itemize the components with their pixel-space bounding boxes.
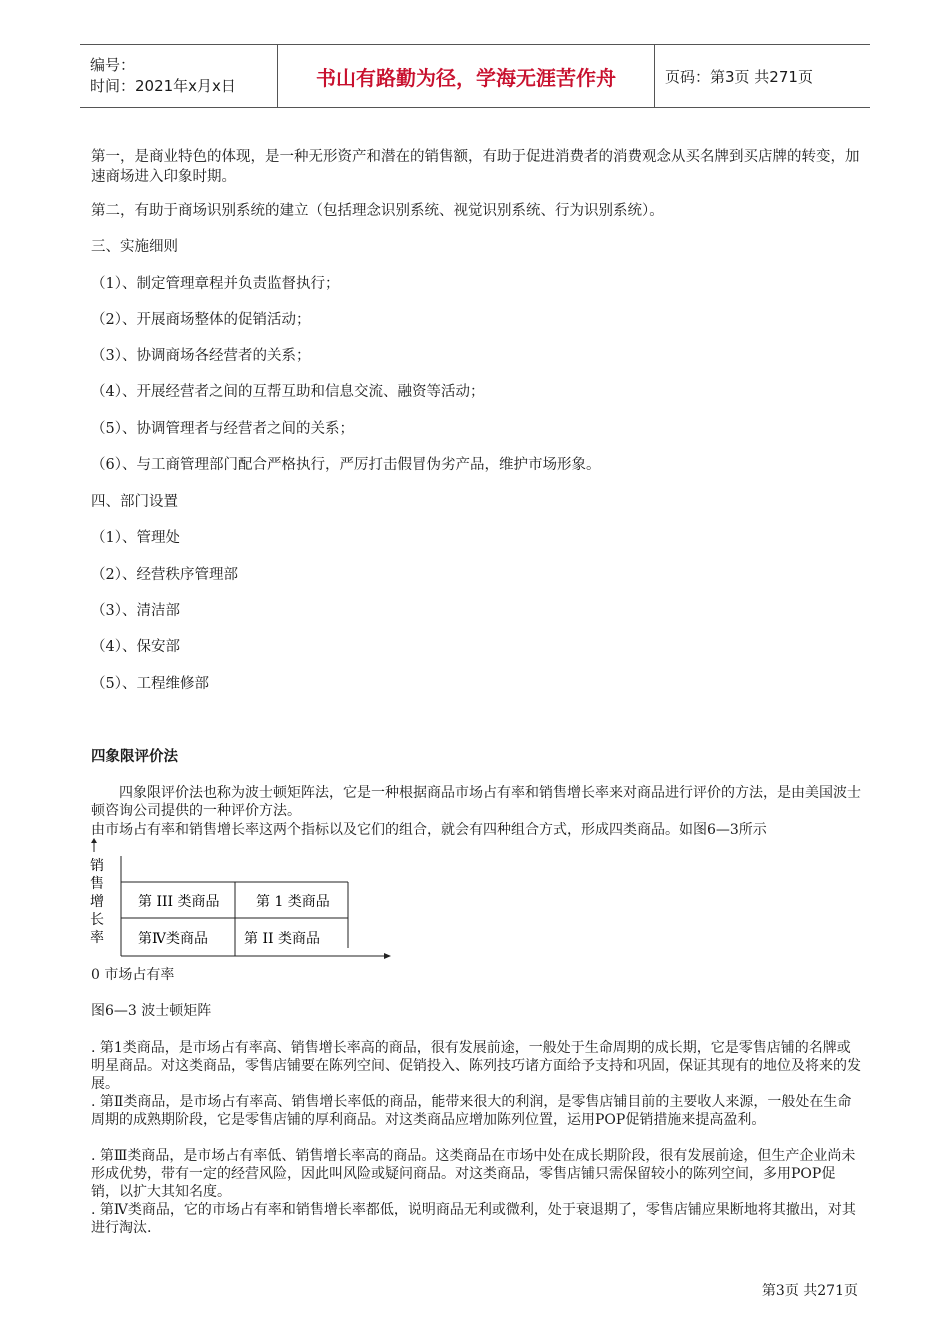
header-motto: [278, 45, 655, 107]
document-time: 时间：2021年x月x日: [90, 77, 236, 95]
motto-text: 书山有路勤为径，学海无涯苦作舟: [316, 65, 616, 90]
section-heading-4: 四、部门设置: [91, 494, 178, 510]
description-class-1: . 第1类商品，是市场占有率高、销售增长率高的商品，很有发展前途，一般处于生命周期的成长期，它是零售店铺的名牌或明星商品。对这类商品，零售店铺要在陈列空间、促销投入、陈列技巧诸方面给予支持和巩固，保证其现有的地位及将来的发展。: [91, 1040, 861, 1092]
header-meta: [80, 45, 278, 107]
quadrant-3-label: 第 III 类商品: [138, 894, 220, 910]
y-label-char: 率: [90, 930, 104, 946]
list-item: （1）、管理处: [91, 530, 180, 546]
page-header: [80, 44, 870, 108]
list-item: （2）、开展商场整体的促销活动；: [91, 312, 311, 328]
list-item: （3）、协调商场各经营者的关系；: [91, 348, 311, 364]
page-footer: 第3页 共271页: [761, 1283, 858, 1299]
figure-caption: 图6—3 波士顿矩阵: [91, 1003, 212, 1019]
quadrant-4-label: 第Ⅳ类商品: [138, 931, 208, 947]
y-label-char: 售: [90, 876, 104, 892]
boston-matrix-diagram: [88, 838, 408, 968]
method-intro-2: 由市场占有率和销售增长率这两个指标以及它们的组合，就会有四种组合方式，形成四类商品。如图6—3所示: [91, 822, 767, 838]
y-label-char: 长: [90, 912, 104, 928]
description-class-3: . 第Ⅲ类商品，是市场占有率低、销售增长率高的商品。这类商品在市场中处在成长期阶段，很有发展前途，但生产企业尚未形成优势，带有一定的经营风险，因此叫风险或疑问商品。对这类商品，零售店铺只需保留较小的陈列空间，多用POP促销，以扩大其知名度。: [91, 1148, 856, 1200]
y-arrow-head-icon: [91, 838, 97, 843]
page-info-text: 页码：第3页 共271页: [665, 67, 813, 86]
x-axis-label: 0 市场占有率: [91, 967, 175, 983]
paragraph-first: 第一，是商业特色的体现，是一种无形资产和潜在的销售额，有助于促进消费者的消费观念从买名牌到买店牌的转变，加速商场进入印象时期。: [91, 149, 860, 185]
section-heading-3: 三、实施细则: [91, 239, 178, 255]
method-intro: 四象限评价法也称为波士顿矩阵法，它是一种根据商品市场占有率和销售增长率来对商品进行评价的方法，是由美国波士顿咨询公司提供的一种评价方法。: [91, 785, 861, 819]
paragraph-second: 第二，有助于商场识别系统的建立（包括理念识别系统、视觉识别系统、行为识别系统）。: [91, 203, 664, 219]
header-page-info: [655, 45, 870, 107]
list-item: （1）、制定管理章程并负责监督执行；: [91, 276, 340, 292]
quadrant-2-label: 第 II 类商品: [244, 931, 320, 947]
quadrant-1-label: 第 1 类商品: [256, 894, 330, 910]
list-item: （6）、与工商管理部门配合严格执行，严厉打击假冒伪劣产品，维护市场形象。: [91, 457, 601, 473]
list-item: （3）、清洁部: [91, 603, 180, 619]
description-class-4: . 第Ⅳ类商品，它的市场占有率和销售增长率都低，说明商品无利或微利，处于衰退期了，零售店铺应果断地将其撤出，对其进行淘汰.: [91, 1202, 856, 1236]
y-label-char: 增: [90, 894, 104, 910]
document-number-label: 编号：: [90, 56, 136, 74]
method-title: 四象限评价法: [91, 749, 178, 765]
list-item: （5）、协调管理者与经营者之间的关系；: [91, 421, 354, 437]
list-item: （5）、工程维修部: [91, 676, 209, 692]
y-label-char: 销: [90, 858, 104, 874]
list-item: （2）、经营秩序管理部: [91, 567, 238, 583]
description-class-2: . 第Ⅱ类商品，是市场占有率高、销售增长率低的商品，能带来很大的利润，是零售店铺目前的主要收人来源，一般处在生命周期的成熟期阶段，它是零售店铺的厚利商品。对这类商品应增加陈列位置，运用POP促销措施来提高盈利。: [91, 1094, 852, 1128]
x-arrow-head-icon: [384, 953, 391, 959]
list-item: （4）、保安部: [91, 639, 180, 655]
list-item: （4）、开展经营者之间的互帮互助和信息交流、融资等活动；: [91, 384, 485, 400]
